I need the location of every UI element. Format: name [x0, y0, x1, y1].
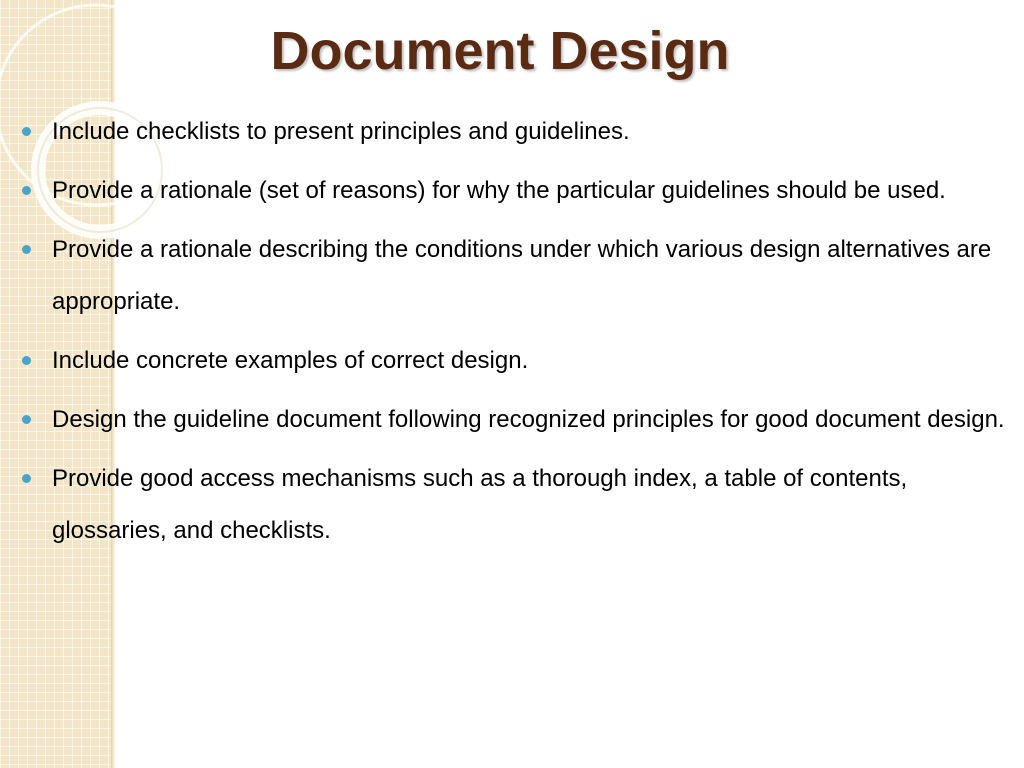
bullet-item [18, 394, 1008, 446]
bullet-text: Include concrete examples of correct design. [52, 347, 529, 374]
bullet-text: Provide a rationale describing the conditions under which various design alternatives are appropriate. [52, 236, 992, 315]
bullet-item [18, 165, 1008, 217]
bullet-item [18, 453, 1008, 557]
bullet-dot-icon [22, 415, 31, 424]
bullet-item [18, 224, 1008, 328]
bullet-dot-icon [22, 127, 31, 136]
bullet-text: Provide a rationale (set of reasons) for why the particular guidelines should be used. [52, 177, 946, 204]
bullet-item [18, 335, 1008, 387]
bullet-dot-icon [22, 474, 31, 483]
bullet-dot-icon [22, 245, 31, 254]
bullet-text: Provide good access mechanisms such as a thorough index, a table of contents, glossaries, and checklists. [52, 465, 908, 544]
bullet-text: Include checklists to present principles and guidelines. [52, 118, 630, 145]
bullet-list [18, 106, 1008, 564]
bullet-dot-icon [22, 356, 31, 365]
slide-title: Document Design [270, 21, 730, 81]
bullet-text: Design the guideline document following recognized principles for good document design. [52, 406, 1005, 433]
bullet-item [18, 106, 1008, 158]
bullet-dot-icon [22, 186, 31, 195]
